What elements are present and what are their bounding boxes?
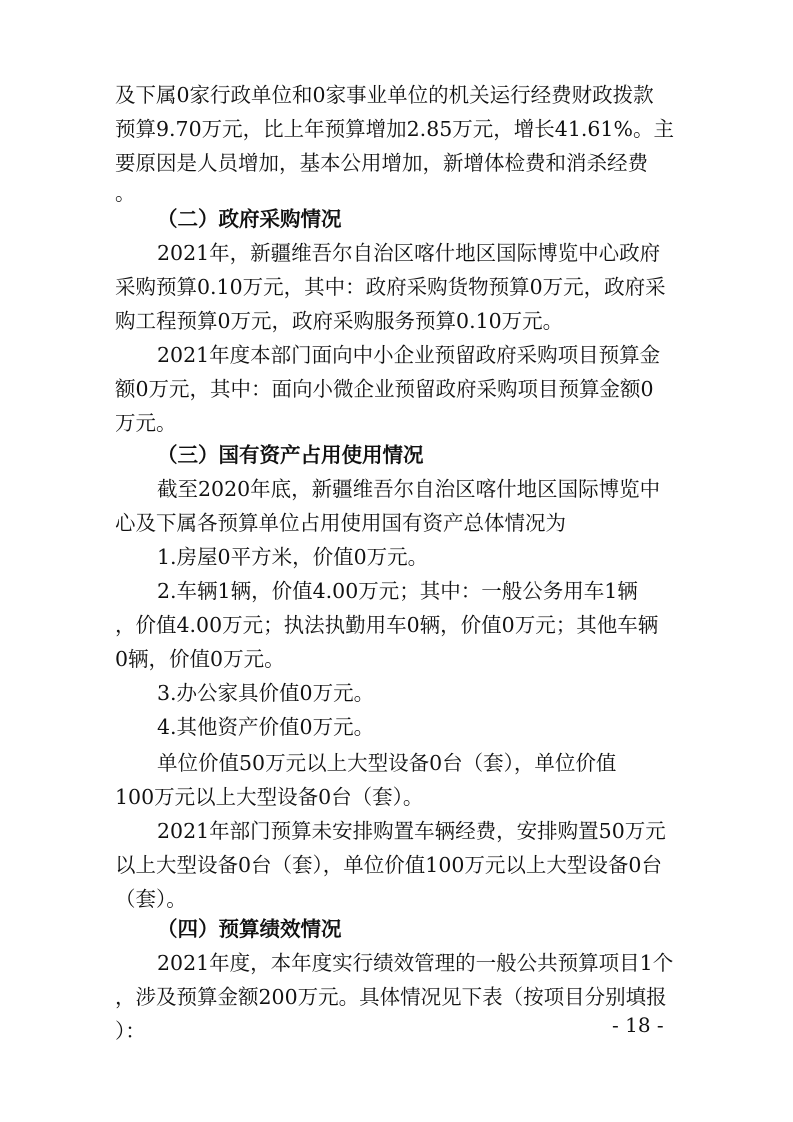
body-text-line: ，价值4.00万元；执法执勤用车0辆，价值0万元；其他车辆 [115, 613, 659, 637]
page-number: - 18 - [612, 1013, 664, 1037]
body-text-line: 2021年度本部门面向中小企业预留政府采购项目预算金 [157, 343, 661, 367]
body-text-line: 万元。 [115, 411, 177, 435]
list-item-housing: 1.房屋0平方米，价值0万元。 [157, 545, 429, 569]
body-text-line: 心及下属各预算单位占用使用国有资产总体情况为 [115, 511, 566, 535]
body-text-line: ，涉及预算金额200万元。具体情况见下表（按项目分别填报 [115, 985, 667, 1009]
body-text-line: （套）。 [115, 887, 187, 911]
body-text-line: 。 [115, 181, 136, 205]
body-text-line: 采购预算0.10万元，其中：政府采购货物预算0万元，政府采 [115, 275, 666, 299]
body-text-line: 100万元以上大型设备0台（套）。 [115, 785, 424, 809]
section-heading-performance: （四）预算绩效情况 [157, 917, 342, 941]
body-text-line: 0辆，价值0万元。 [115, 647, 285, 671]
body-text-line: 以上大型设备0台（套），单位价值100万元以上大型设备0台 [115, 853, 662, 877]
body-text-line: ）： [115, 1019, 146, 1043]
body-text-line: 要原因是人员增加，基本公用增加，新增体检费和消杀经费 [115, 151, 648, 175]
list-item-other-assets: 4.其他资产价值0万元。 [157, 715, 375, 739]
list-item-vehicles: 2.车辆1辆，价值4.00万元；其中：一般公务用车1辆 [157, 579, 638, 603]
body-text-line: 预算9.70万元，比上年预算增加2.85万元，增长41.61%。主 [115, 117, 674, 141]
section-heading-procurement: （二）政府采购情况 [157, 207, 342, 231]
body-text-line: 购工程预算0万元，政府采购服务预算0.10万元。 [115, 309, 564, 333]
body-text-line: 2021年部门预算未安排购置车辆经费，安排购置50万元 [157, 819, 666, 843]
body-text-line: 2021年，新疆维吾尔自治区喀什地区国际博览中心政府 [157, 241, 661, 265]
body-text-line: 截至2020年底，新疆维吾尔自治区喀什地区国际博览中 [157, 477, 661, 501]
body-text-line: 单位价值50万元以上大型设备0台（套），单位价值 [157, 751, 617, 775]
body-text-line: 2021年度，本年度实行绩效管理的一般公共预算项目1个 [157, 951, 674, 975]
body-text-line: 及下属0家行政单位和0家事业单位的机关运行经费财政拨款 [115, 83, 654, 107]
list-item-furniture: 3.办公家具价值0万元。 [157, 681, 375, 705]
body-text-line: 额0万元，其中：面向小微企业预留政府采购项目预算金额0 [115, 377, 654, 401]
section-heading-state-assets: （三）国有资产占用使用情况 [157, 443, 424, 467]
